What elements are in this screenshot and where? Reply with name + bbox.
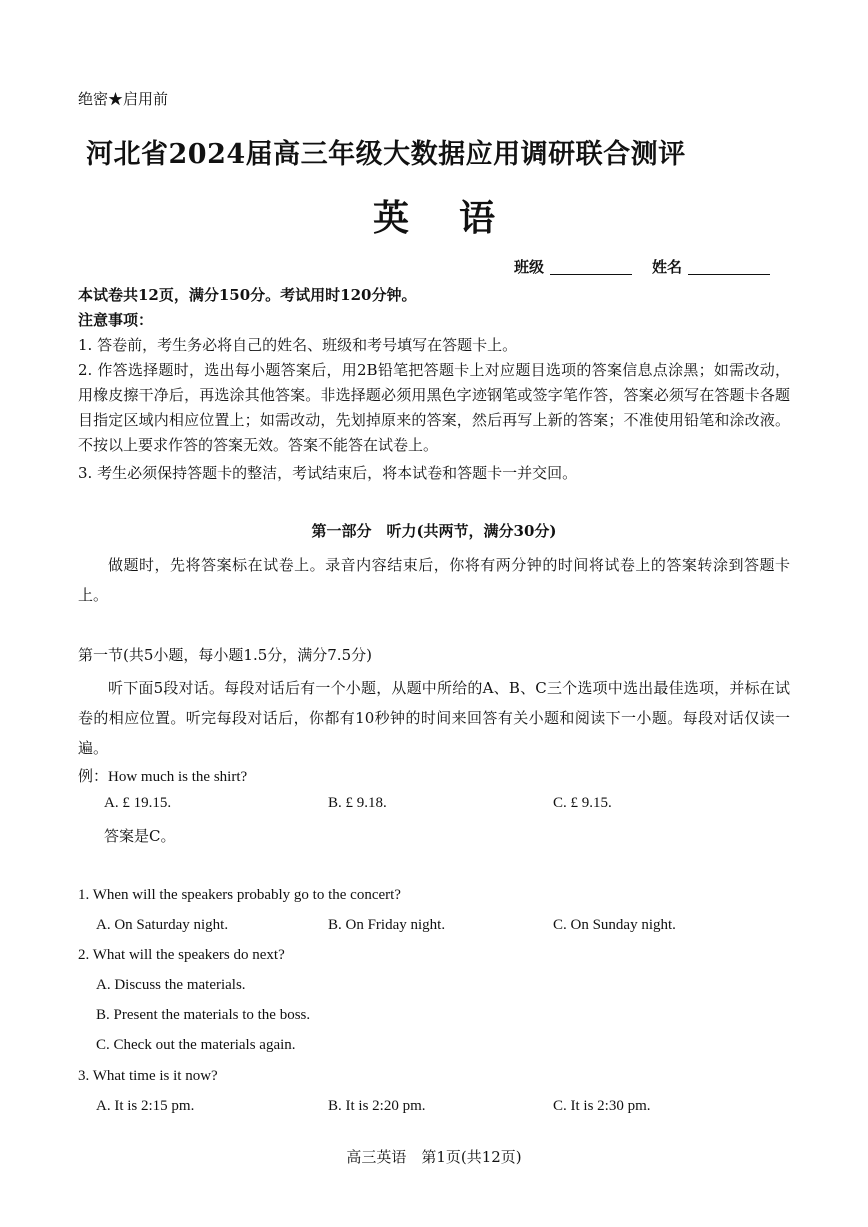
page-footer: 高三英语 第1页(共12页) bbox=[346, 1148, 522, 1166]
subject-title: 英语 bbox=[372, 197, 545, 239]
question-1-option-a: A. On Saturday night. bbox=[96, 917, 229, 933]
name-blank bbox=[688, 274, 770, 275]
part1-title: 第一部分 听力(共两节，满分30分) bbox=[311, 522, 557, 540]
question-1: 1. When will the speakers probably go to the concert? bbox=[78, 887, 401, 903]
question-3-option-b: B. It is 2:20 pm. bbox=[328, 1098, 426, 1114]
question-1-option-c: C. On Sunday night. bbox=[553, 917, 676, 933]
class-blank bbox=[550, 274, 632, 275]
note-item: 3. 考生必须保持答题卡的整洁，考试结束后，将本试卷和答题卡一并交回。 bbox=[78, 464, 578, 482]
question-2: 2. What will the speakers do next? bbox=[78, 947, 285, 963]
example-answer: 答案是C。 bbox=[104, 827, 176, 845]
section1-instruction: 听下面5段对话。每段对话后有一个小题，从题中所给的A、B、C三个选项中选出最佳选项，并标在试卷的相应位置。听完每段对话后，你都有10秒钟的时间来回答有关小题和阅读下一小题。每段对话仅读一遍。 bbox=[78, 679, 790, 757]
question-1-option-b: B. On Friday night. bbox=[328, 917, 446, 933]
note-item: 1. 答卷前，考生务必将自己的姓名、班级和考号填写在答题卡上。 bbox=[78, 336, 518, 354]
name-label: 姓名 bbox=[652, 258, 683, 276]
question-2-option-b: B. Present the materials to the boss. bbox=[96, 1007, 311, 1023]
example-option-a: A. £ 19.15. bbox=[104, 795, 172, 811]
example-option-b: B. £ 9.18. bbox=[328, 795, 387, 811]
exam-title: 河北省2024届高三年级大数据应用调研联合测评 bbox=[86, 139, 686, 170]
note-item: 2. 作答选择题时，选出每小题答案后，用2B铅笔把答题卡上对应题目选项的答案信息点涂黑；如需改动，用橡皮擦干净后，再选涂其他答案。非选择题必须用黑色字迹钢笔或签字笔作答，答案必须写在答题卡各题目指定区域内相应位置上；如需改动，先划掉原来的答案，然后再写上新的答案；不准使用铅笔和涂改液。不按以上要求作答的答案无效。答案不能答在试卷上。 bbox=[78, 361, 790, 454]
confidential-label: 绝密★启用前 bbox=[78, 90, 169, 108]
notes-title: 注意事项： bbox=[78, 311, 154, 329]
example-option-c: C. £ 9.15. bbox=[553, 795, 612, 811]
class-label: 班级 bbox=[514, 258, 545, 276]
question-2-option-c: C. Check out the materials again. bbox=[96, 1037, 296, 1053]
part1-instruction: 做题时，先将答案标在试卷上。录音内容结束后，你将有两分钟的时间将试卷上的答案转涂到答题卡上。 bbox=[78, 556, 790, 604]
section1-title: 第一节(共5小题，每小题1.5分，满分7.5分) bbox=[78, 646, 372, 664]
question-3: 3. What time is it now? bbox=[78, 1068, 218, 1084]
question-2-option-a: A. Discuss the materials. bbox=[96, 977, 246, 993]
question-3-option-c: C. It is 2:30 pm. bbox=[553, 1098, 651, 1114]
question-3-option-a: A. It is 2:15 pm. bbox=[96, 1098, 195, 1114]
example-question: 例：How much is the shirt? bbox=[78, 769, 248, 785]
exam-summary: 本试卷共12页，满分150分。考试用时120分钟。 bbox=[78, 286, 417, 304]
